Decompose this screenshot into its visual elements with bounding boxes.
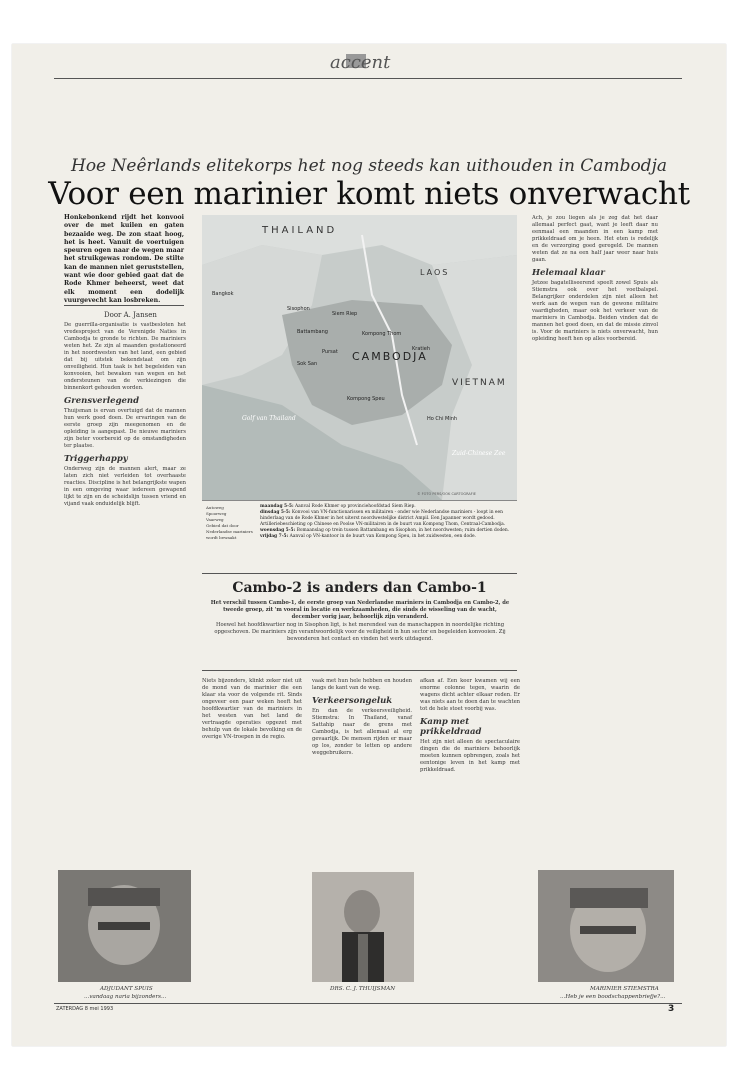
legend-event-text: Aanval Rode Khmer op provinciehoofdstad Siem Riep.	[295, 504, 416, 509]
box-title: Cambo-2 is anders dan Cambo-1	[232, 580, 487, 596]
box-rule	[202, 573, 517, 574]
legend-event	[260, 510, 512, 528]
box-bottom-rule	[202, 670, 517, 671]
map-country-cambodja: CAMBODJA	[352, 350, 428, 363]
body-text: De guerrilla-organisatie is vastbesloten het vredesproject van de Verenigde Naties in Cambodja te gronde te richten. De mariniers weten het. Ze zijn al maanden gestationeerd in het noordwesten van het land, een gebied dat bij uitstek bekendstaat om zijn onveiligheid. Hun taak is het begeleiden van konvooien, het bewaken van wegen en het ondersteunen van de verkiezingen die binnenkort gehouden worden.	[64, 322, 186, 391]
top-rule	[54, 78, 682, 79]
legend-event-text: Bomaanslag op trein tussen Battambang en Sisophon, in het noordwesten; ruim dertien doden.	[296, 528, 510, 533]
map-city: Sisophon	[287, 306, 310, 312]
footer-date: ZATERDAG 8 mei 1993	[56, 1006, 114, 1012]
caption-stiemstra-quote: ...Heb je een boodschappenbriefje?...	[560, 994, 666, 1000]
photo-thuijsman	[312, 872, 414, 982]
subhead-kamp-met-prikkeldraad: Kamp met prikkeldraad	[420, 717, 482, 737]
portrait-image	[538, 870, 674, 982]
body-text: Ach, je zou liegen als je zeg dat het daar allemaal perfect gaat, want je leeft daar nu eenmaal een maanden in een kamp met prikkeldraad om je heen. Het eten is redelijk en de verzorging goed geregeld. De mannen weten dat ze na een half jaar weer naar huis gaan.	[532, 215, 658, 263]
map-country-thailand: THAILAND	[262, 225, 338, 236]
lower-column-1	[202, 678, 302, 741]
map-water: Golf van Thailand	[242, 415, 296, 422]
map-country-vietnam: VIETNAM	[452, 378, 507, 388]
legend-event-day: woensdag 5-5:	[260, 528, 296, 533]
caption-spuis: ADJUDANT SPUIS	[100, 986, 153, 992]
map-credit: © FOTO PERS/OOK CARTOGRAFIE	[417, 492, 477, 496]
subhead-helemaal-klaar: Helemaal klaar	[532, 268, 605, 278]
map-city: Ho Chi Minh	[427, 416, 458, 422]
left-column	[64, 322, 186, 508]
map-city: Battambang	[297, 329, 328, 335]
article-kicker: Hoe Neêrlands elitekorps het nog steeds kan uithouden in Cambodja	[71, 156, 667, 176]
map-city: Siem Riep	[332, 311, 358, 317]
legend-event-text: Konvooi van VN-functionarissen en militairen - onder wie Nederlandse mariniers - loopt in een hinderlaag van de Rode Khmer in het uiterst noordwestelijke district Ampil. Een Japanner wordt gedood. Artilleriebeschieting op Chinese en Poolse VN-militairen in de buurt van Kompong Thom, Centraal-Cambodja.	[260, 510, 506, 527]
map-cambodia	[202, 215, 517, 500]
map-graphic	[202, 215, 517, 500]
body-text: Jetzee bagatelliseerend speelt zowel Spuis als Stiemstra ook over het voetbalspel. Belangrijker onderdelen zijn niet alleen het werk aan de wegen van de gewone militaire vaardigheden, maar ook het verkeer van de mariniers in Cambodja. Beiden vinden dat de mannen het goed doen, en dat de missie zinvol is. Voor de mariniers is niets onverwacht, hun opleiding heeft hen op alles voorbereid.	[532, 280, 658, 342]
map-legend	[202, 500, 517, 569]
legend-key-rail: Spoorweg	[206, 511, 227, 516]
section-logo: accent	[330, 52, 391, 73]
portrait-image	[58, 870, 191, 982]
subhead-triggerhappy: Triggerhappy	[64, 454, 128, 464]
article-headline: Voor een marinier komt niets onverwacht	[48, 176, 690, 212]
right-column	[532, 215, 658, 343]
article-lead: Honkebonkend rijdt het konvooi over de met kuilen en gaten bezaaide weg. De zon staat hoog, het is heet. Vanuit de voertuigen speuren ogen naar de wegen maar het struikgewas rondom. De stilte kan de mannen niet geruststellen, want wie door gebied gaat dat de Rode Khmer beheerst, weet dat elk moment een dodelijk vuurgevecht kan losbreken.	[64, 214, 184, 304]
map-country-laos: LAOS	[420, 268, 450, 277]
page-number: 3	[668, 1004, 675, 1014]
subhead-verkeersongeluk: Verkeersongeluk	[312, 696, 393, 706]
photo-spuis	[58, 870, 191, 982]
body-text: vaak met hun hele hebben en houden langs de kant van de weg.	[312, 678, 412, 691]
body-text: Het zijn niet alleen de spectaculaire dingen die de mariniers behoorlijk moeten kunnen opbrengen, zoals het eentonige leven in het kamp met prikkeldraad.	[420, 739, 520, 773]
map-city: Kompong Speu	[347, 396, 385, 402]
photo-stiemstra	[538, 870, 674, 982]
box-body: Hoewel het hoofdkwartier nog in Sisophon ligt, is het merendeel van de manschappen in noordelijke richting opgeschoven. De mariniers zijn verantwoordelijk voor de veiligheid in hun sector en begeleiden konvooien. Zij bewonderen het contact en vinden het werk uitdagend.	[214, 622, 506, 642]
byline: Door A. Jansen	[104, 311, 157, 319]
legend-key-area: Gebied dat door Nederlandse mariniers wordt bewaakt	[206, 523, 253, 540]
caption-thuijsman: DRS. C. J. THUIJSMAN	[330, 986, 396, 992]
body-text: afkan af. Een keer kwamen wij een enorme colonne tegen, waarin de wagens dicht achter elkaar reden. Er was niets aan te doen dan te wachten tot de hele stoet voorbij was.	[420, 678, 520, 712]
legend-keys	[206, 505, 256, 541]
legend-key-road: Autoweg	[206, 505, 224, 510]
portrait-image	[312, 872, 414, 982]
legend-event-day: dinsdag 5-5:	[260, 510, 291, 515]
map-city: Pursat	[322, 349, 338, 355]
caption-spuis-quote: ...vandaag naria bijzonders...	[84, 994, 167, 1000]
map-city: Bangkok	[212, 291, 234, 297]
legend-key-water: Vaarweg	[206, 517, 224, 522]
legend-events	[260, 504, 512, 540]
subhead-grensverlegend: Grensverlegend	[64, 396, 140, 406]
legend-event-text: Aanval op VN-kantoor in de buurt van Kompong Speu, in het zuidwesten, een dode.	[289, 534, 476, 539]
map-city: Sok San	[297, 361, 318, 367]
caption-stiemstra: MARINIER STIEMSTRA	[590, 986, 659, 992]
map-city: Kratieh	[412, 346, 430, 352]
box-intro: Het verschil tussen Cambo-1, de eerste groep van Nederlandse mariniers in Cambodja en Cambo-2, de tweede groep, zit 'm vooral in locatie en werkzaamheden, die sinds de wisseling van de wacht, december vorig jaar, behoorlijk zijn veranderd.	[210, 600, 510, 620]
legend-event-day: vrijdag 7-5:	[260, 534, 289, 539]
body-text: Thuijsman is ervan overtuigd dat de mannen hun werk goed doen. De ervaringen van de eerste groep zijn meegenomen en de opleiding is aangepast. De nieuwe mariniers zijn beter voorbereid op de omstandigheden ter plaatse.	[64, 408, 186, 449]
legend-event-day: maandag 5-5:	[260, 504, 294, 509]
legend-event	[260, 534, 512, 540]
lower-column-3	[420, 678, 520, 774]
lead-rule	[64, 305, 184, 306]
lower-column-2	[312, 678, 412, 757]
body-text: Onderweg zijn de mannen alert, maar ze laten zich niet verleiden tot overhaaste reacties. Discipline is het belangrijkste wapen in een omgeving waar iedereen gewapend lijkt te zijn en de scheidslijn tussen vriend en vijand vaak onduidelijk blijft.	[64, 466, 186, 507]
map-water: Zuid-Chinese Zee	[452, 450, 506, 457]
body-text: En dan de verkeersveiligheid. Stiemstra: In Thailand, vanaf Sattahip naar de grens met Cambodja, is het allemaal al erg gevaarlijk. De mensen rijden er maar op los, zonder te letten op andere weggebruikers.	[312, 708, 412, 756]
body-text: Niets bijzonders, klinkt zeker niet uit de mond van de marinier die een klaar sta voor de volgende rit. Sinds ongeveer een paar weken heeft het hoofdkwartier van de mariniers in het westen van het land de vertraagde operaties opgezet met behulp van de lokale bevolking en de overige VN-troepen in de regio.	[202, 678, 302, 740]
footer-rule	[54, 1003, 682, 1004]
map-city: Kompong Thom	[362, 331, 402, 337]
